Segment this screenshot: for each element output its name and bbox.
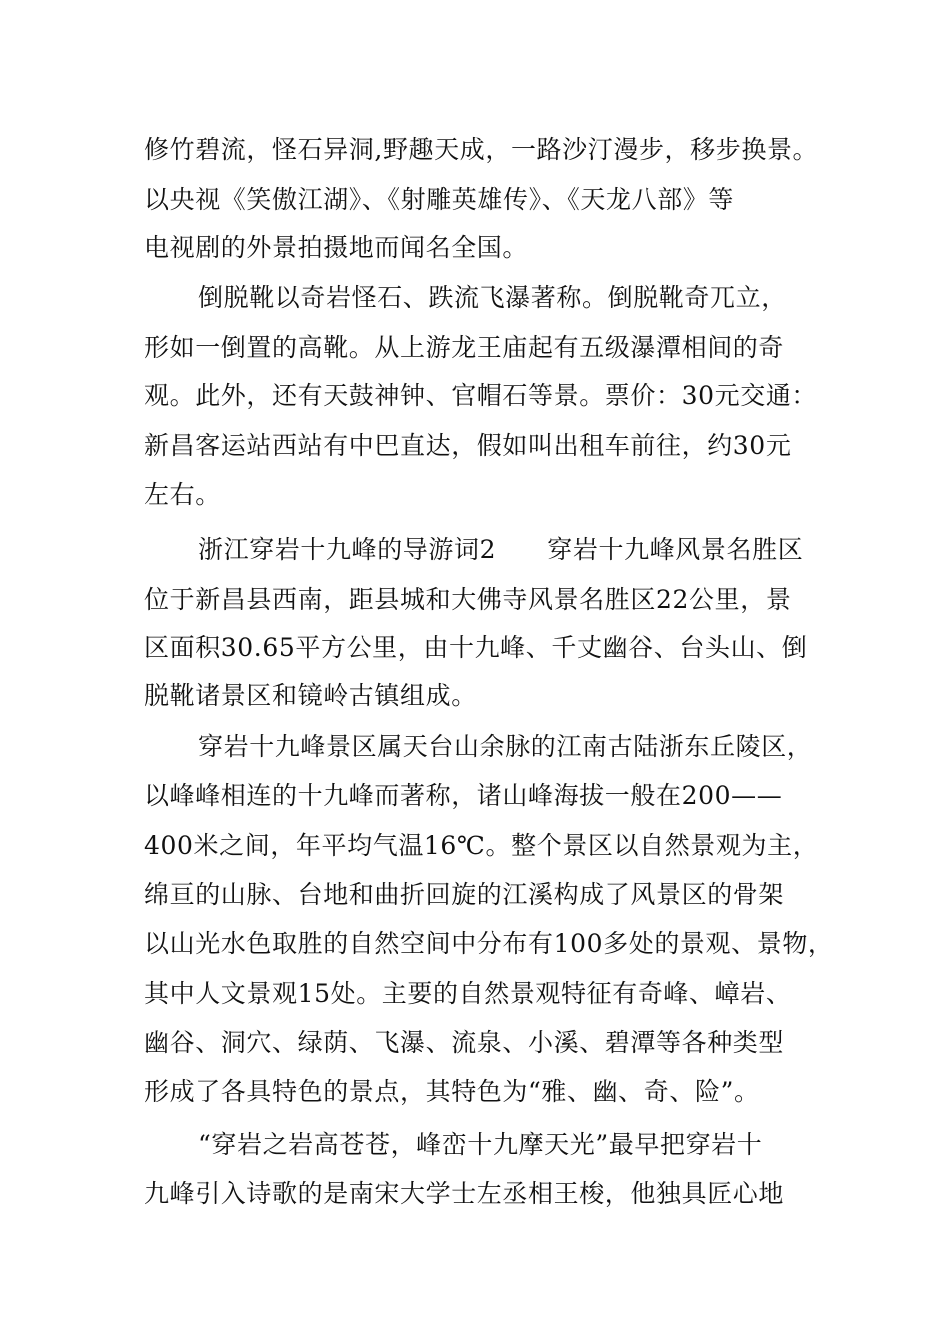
text-line: 形如一倒置的高靴。从上游龙王庙起有五级瀑潭相间的奇 [144,333,785,362]
text-line: 左右。 [144,480,221,509]
text-line: 九峰引入诗歌的是南宋大学士左丞相王梭，他独具匠心地 [144,1179,785,1208]
text-line: 脱靴诸景区和镜岭古镇组成。 [144,681,477,710]
paragraph-first-line: 倒脱靴以奇岩怪石、跌流飞瀑著称。倒脱靴奇兀立， [198,283,787,312]
text-line: 修竹碧流，怪石异洞,野趣天成，一路沙汀漫步，移步换景。 [144,135,819,164]
text-line: 新昌客运站西站有中巴直达，假如叫出租车前往，约30元 [144,431,792,460]
text-line: 以峰峰相连的十九峰而著称，诸山峰海拔一般在200—— [144,781,783,810]
paragraph-first-line: 穿岩十九峰景区属天台山余脉的江南古陆浙东丘陵区， [198,732,813,761]
text-line: 绵亘的山脉、台地和曲折回旋的江溪构成了风景区的骨架 [144,880,785,909]
paragraph-first-line: 浙江穿岩十九峰的导游词2 穿岩十九峰风景名胜区 [198,535,804,564]
text-line: 以央视《笑傲江湖》、《射雕英雄传》、《天龙八部》等 [144,185,735,214]
text-line: 400米之间，年平均气温16℃。整个景区以自然景观为主， [144,831,819,860]
text-line: 观。此外，还有天鼓神钟、官帽石等景。票价：30元交通： [144,381,818,410]
text-line: 区面积30.65平方公里，由十九峰、千丈幽谷、台头山、倒 [144,633,808,662]
text-line: 以山光水色取胜的自然空间中分布有100多处的景观、景物， [144,929,834,958]
text-line: 位于新昌县西南，距县城和大佛寺风景名胜区22公里，景 [144,585,792,614]
text-line: 幽谷、洞穴、绿荫、飞瀑、流泉、小溪、碧潭等各种类型 [144,1028,785,1057]
text-line: 形成了各具特色的景点，其特色为“雅、幽、奇、险”。 [144,1077,760,1106]
text-line: 电视剧的外景拍摄地而闻名全国。 [144,233,529,262]
text-line: 其中人文景观15处。主要的自然景观特征有奇峰、嶂岩、 [144,979,792,1008]
paragraph-first-line: “穿岩之岩高苍苍，峰峦十九摩天光”最早把穿岩十 [198,1130,763,1159]
